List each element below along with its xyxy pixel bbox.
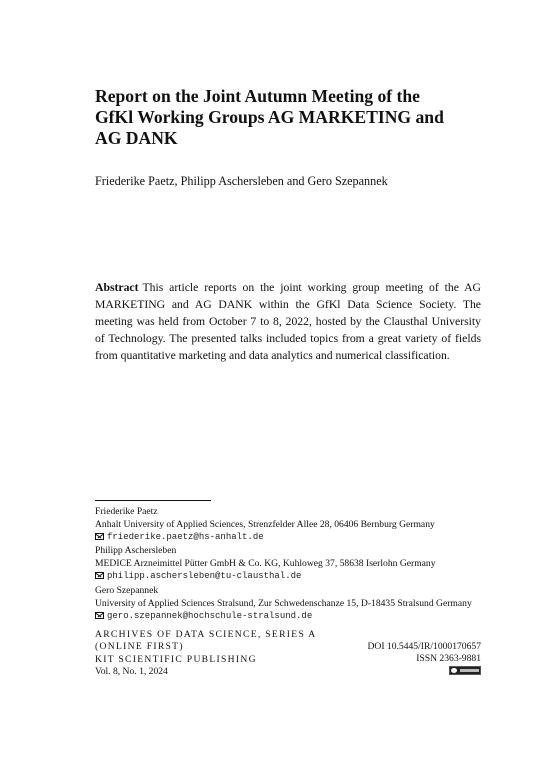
journal-publisher: KIT SCIENTIFIC PUBLISHING [95, 653, 257, 665]
journal-info [95, 629, 316, 679]
title-line: GfKl Working Groups AG MARKETING and [95, 107, 444, 127]
affiliation-email-row [95, 531, 495, 544]
cc-by-sa-badge-icon[interactable] [449, 666, 481, 675]
affiliation-name: Philipp Aschersleben [95, 545, 177, 556]
affiliation-email[interactable]: gero.szepannek@hochschule-stralsund.de [107, 611, 313, 622]
journal-identifiers [300, 641, 481, 666]
affiliation-institution: MEDICE Arzneimittel Pütter GmbH & Co. KG, Kuhloweg 37, 58638 Iserlohn Germany [95, 557, 436, 569]
affiliation-institution: University of Applied Sciences Stralsund, Zur Schwedenschanze 15, D-18435 Stralsund Germany [95, 597, 472, 609]
abstract-label: Abstract [95, 281, 139, 294]
abstract [95, 279, 481, 364]
affiliation-email-row [95, 570, 495, 583]
author-list: Friederike Paetz, Philipp Aschersleben and Gero Szepannek [95, 174, 388, 188]
journal-volume: Vol. 8, No. 1, 2024 [95, 666, 168, 678]
envelope-icon [95, 533, 104, 540]
affiliation-email-row [95, 610, 495, 623]
journal-series: ARCHIVES OF DATA SCIENCE, SERIES A [95, 629, 317, 640]
envelope-icon [95, 612, 104, 619]
affiliation-name: Friederike Paetz [95, 506, 158, 517]
footnote-rule [95, 500, 211, 501]
affiliation-email[interactable]: philipp.aschersleben@tu-clausthal.de [107, 571, 302, 582]
title-line: AG DANK [95, 128, 178, 148]
abstract-text: This article reports on the joint working group meeting of the AG MARKETING and AG DANK within the GfKl Data Science Society. The meeting was held from October 7 to 8, 2022, hosted by the Clausthal University of Technology. The presented talks included topics from a great variety of fields from quantitative marketing and data analytics and numerical classification. [95, 281, 481, 362]
affiliation-institution: Anhalt University of Applied Sciences, Strenzfelder Allee 28, 06406 Bernburg Germany [95, 518, 435, 530]
journal-doi[interactable]: DOI 10.5445/IR/1000170657 [367, 641, 481, 652]
journal-online: (ONLINE FIRST) [95, 641, 184, 653]
affiliation-name: Gero Szepannek [95, 585, 159, 596]
paper-title [95, 86, 465, 149]
title-line: Report on the Joint Autumn Meeting of the [95, 86, 420, 106]
affiliation-email[interactable]: friederike.paetz@hs-anhalt.de [107, 532, 264, 543]
journal-issn: ISSN 2363-9881 [416, 653, 481, 665]
envelope-icon [95, 572, 104, 579]
affiliation-block [95, 545, 495, 583]
affiliation-block [95, 585, 495, 623]
affiliation-block [95, 506, 495, 544]
